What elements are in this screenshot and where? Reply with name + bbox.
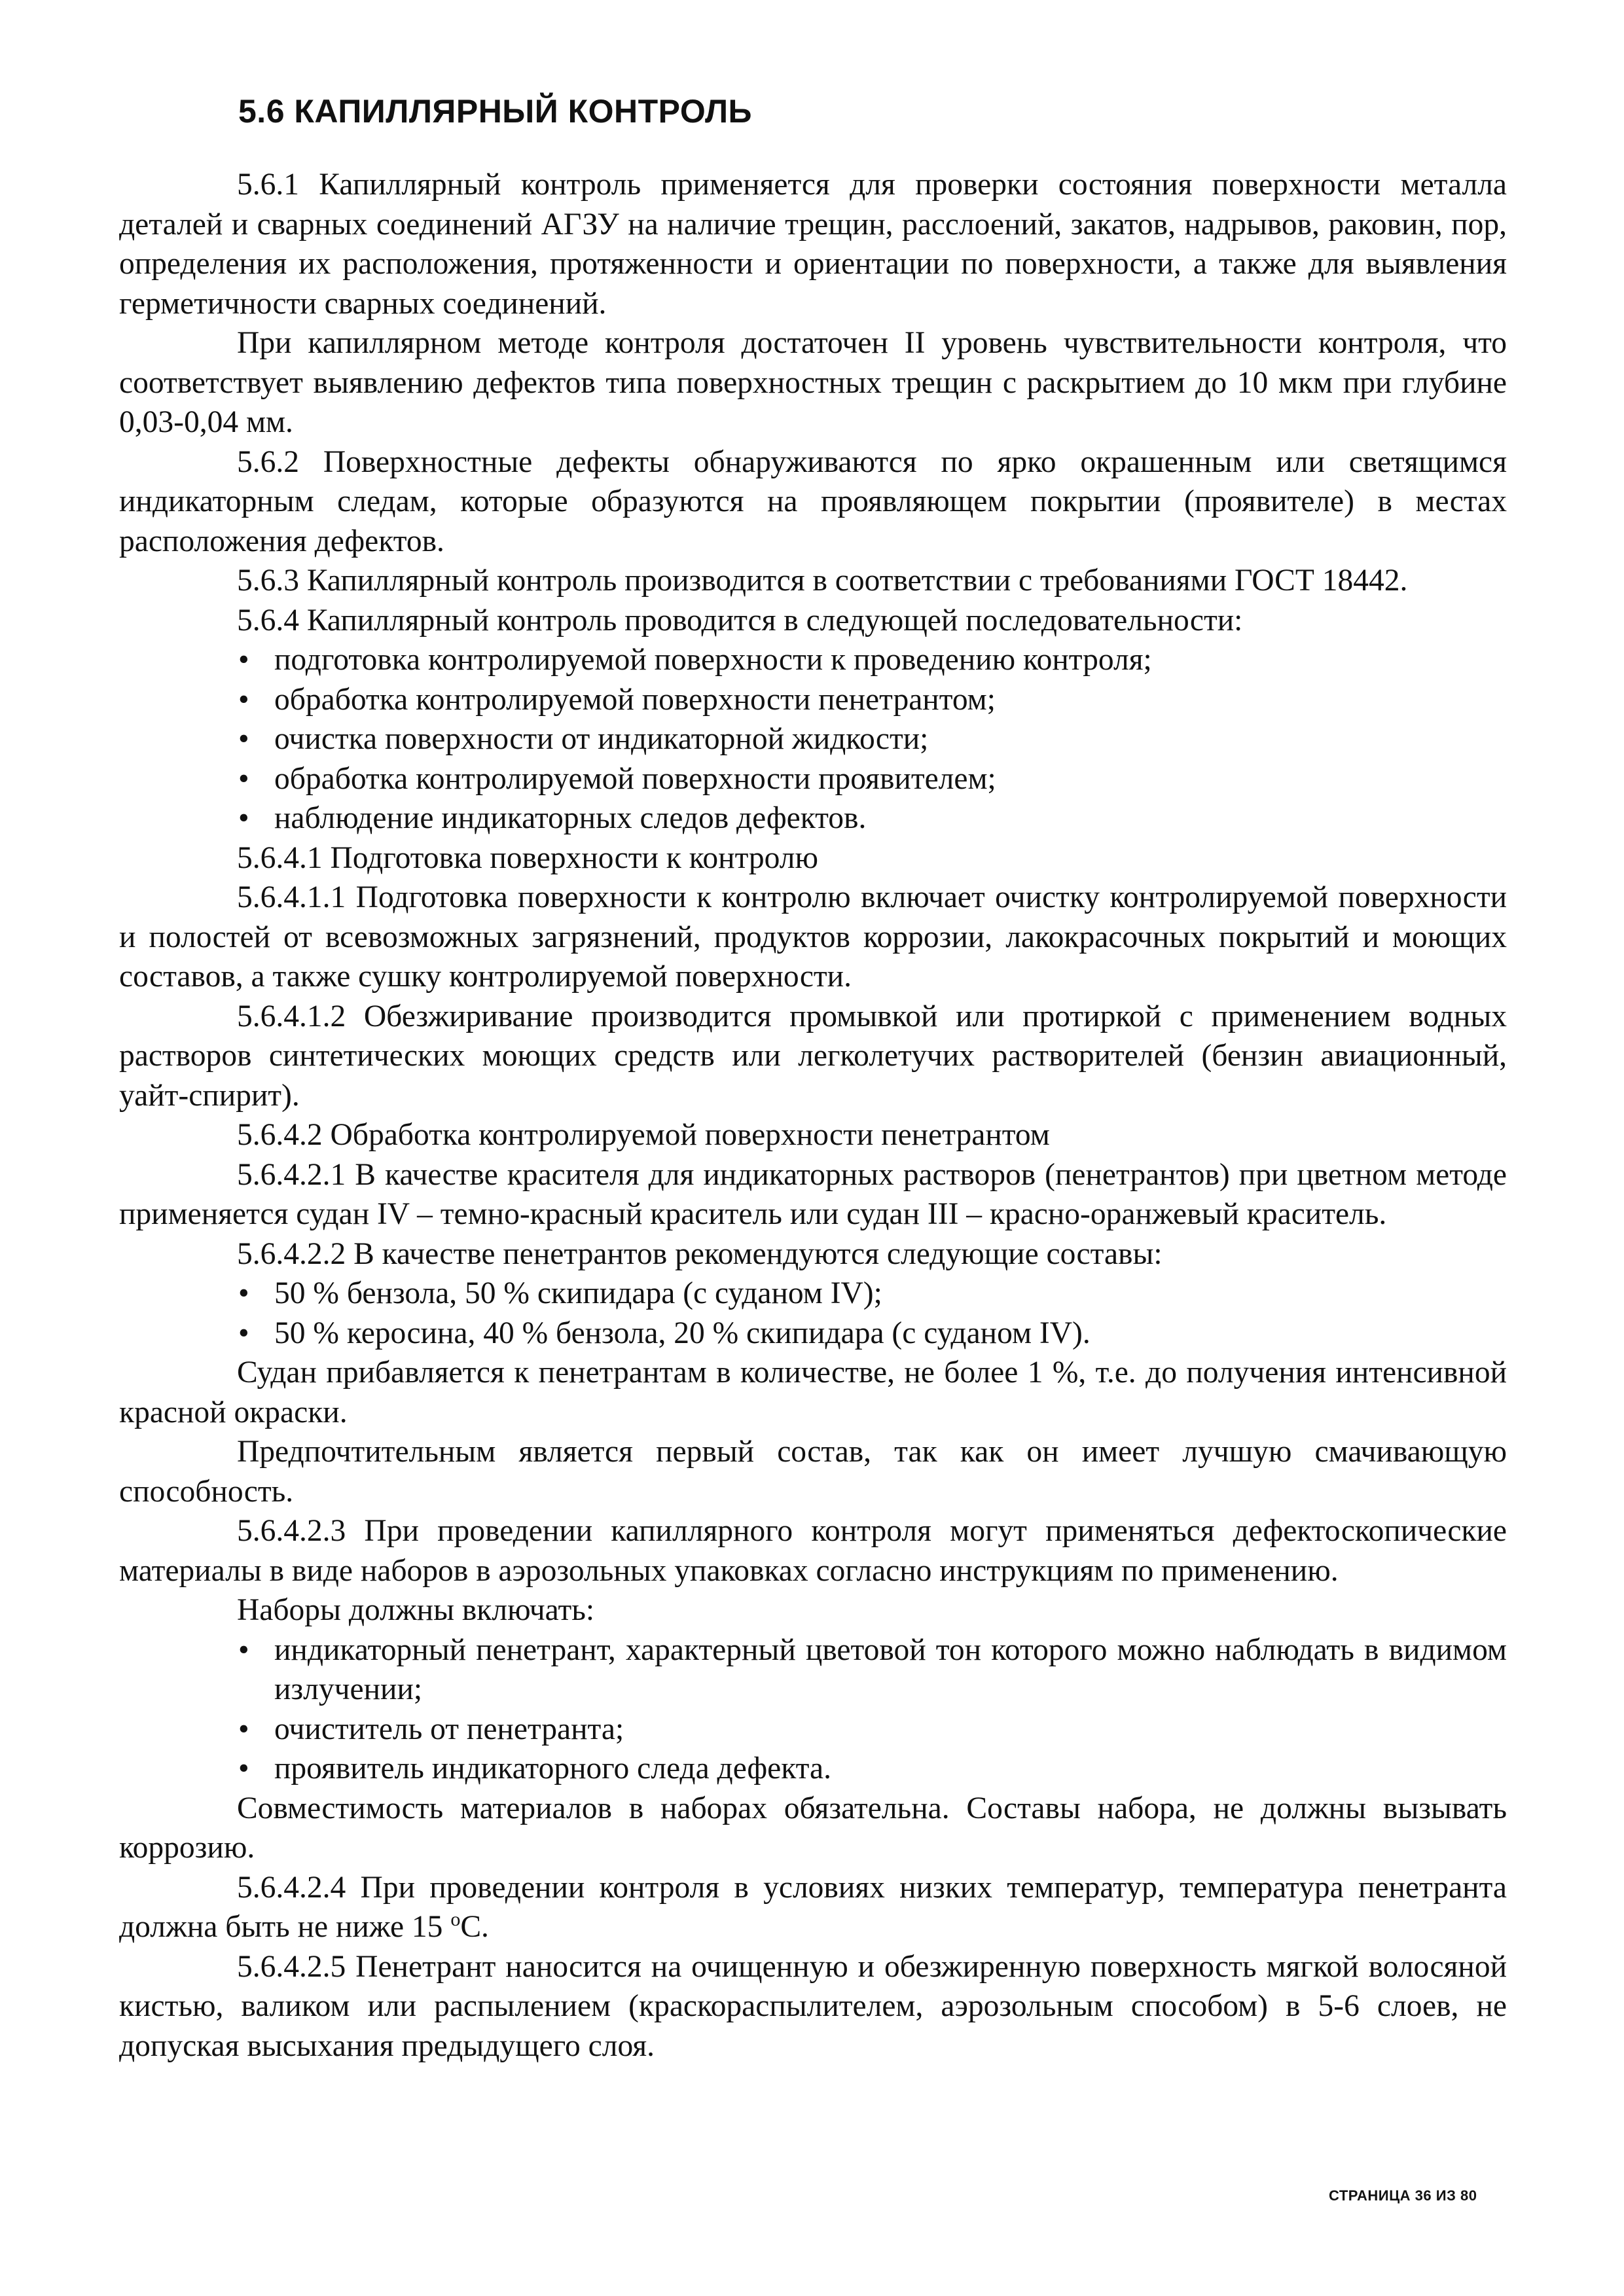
list-item: • обработка контролируемой поверхности проявителем; xyxy=(119,759,1507,799)
celsius-unit: С. xyxy=(460,1910,489,1944)
document-body xyxy=(119,165,1507,2066)
paragraph-5-6-4-2-4-text: 5.6.4.2.4 При проведении контроля в условиях низких температур, температура пенетранта должна быть не ниже 15 xyxy=(119,1870,1507,1944)
paragraph-5-6-3: 5.6.3 Капиллярный контроль производится в соответствии с требованиями ГОСТ 18442. xyxy=(237,564,1408,598)
list-item: • обработка контролируемой поверхности пенетрантом; xyxy=(119,680,1507,720)
list-item: • подготовка контролируемой поверхности к проведению контроля; xyxy=(119,640,1507,680)
paragraph-sensitivity: При капиллярном методе контроля достаточен II уровень чувствительности контроля, что соответствует выявлению дефектов типа поверхностных трещин с раскрытием до 10 мкм при глубине 0,03-0,04 мм. xyxy=(119,326,1507,439)
page-number: СТРАНИЦА 36 ИЗ 80 xyxy=(1329,2187,1477,2204)
paragraph-5-6-4-2: 5.6.4.2 Обработка контролируемой поверхности пенетрантом xyxy=(237,1118,1050,1152)
paragraph-5-6-4-2-5: 5.6.4.2.5 Пенетрант наносится на очищенную и обезжиренную поверхность мягкой волосяной кистью, валиком или распылением (краскораспылителем, аэрозольным способом) в 5-6 слоев, не допуская высыхания предыдущего слоя. xyxy=(119,1949,1507,2063)
document-page xyxy=(119,85,1507,2066)
paragraph-5-6-4-2-4 xyxy=(119,1868,1507,1947)
paragraph-5-6-2: 5.6.2 Поверхностные дефекты обнаруживаются по ярко окрашенным или светящимся индикаторным следам, которые образуются на проявляющем покрытии (проявителе) в местах расположения дефектов. xyxy=(119,444,1507,558)
paragraph-preferable: Предпочтительным является первый состав, так как он имеет лучшую смачивающую способность. xyxy=(119,1435,1507,1509)
list-item: • индикаторный пенетрант, характерный цветовой тон которого можно наблюдать в видимом излучении; xyxy=(119,1630,1507,1710)
paragraph-sudan: Судан прибавляется к пенетрантам в количестве, не более 1 %, т.е. до получения интенсивной красной окраски. xyxy=(119,1355,1507,1429)
list-item: • очиститель от пенетранта; xyxy=(119,1710,1507,1749)
list-item: • наблюдение индикаторных следов дефектов. xyxy=(119,798,1507,838)
list-item: • 50 % бензола, 50 % скипидара (с суданом IV); xyxy=(119,1274,1507,1314)
list-item: • очистка поверхности от индикаторной жидкости; xyxy=(119,719,1507,759)
paragraph-5-6-4-1: 5.6.4.1 Подготовка поверхности к контролю xyxy=(237,840,818,875)
section-title: 5.6 КАПИЛЛЯРНЫЙ КОНТРОЛЬ xyxy=(238,93,752,130)
paragraph-5-6-4-2-3: 5.6.4.2.3 При проведении капиллярного контроля могут применяться дефектоскопические материалы в виде наборов в аэрозольных упаковках согласно инструкциям по применению. xyxy=(119,1514,1507,1588)
paragraph-5-6-4-2-1: 5.6.4.2.1 В качестве красителя для индикаторных растворов (пенетрантов) при цветном методе применяется судан IV – темно-красный краситель или судан III – красно-оранжевый краситель. xyxy=(119,1157,1507,1231)
paragraph-5-6-4-1-2: 5.6.4.1.2 Обезжиривание производится промывкой или протиркой с применением водных растворов синтетических моющих средств или легколетучих растворителей (бензин авиационный, уайт-спирит). xyxy=(119,999,1507,1113)
paragraph-5-6-1: 5.6.1 Капиллярный контроль применяется для проверки состояния поверхности металла деталей и сварных соединений АГЗУ на наличие трещин, расслоений, закатов, надрывов, раковин, пор, определения их расположения, протяженности и ориентации по поверхности, а также для выявления герметичности сварных соединений. xyxy=(119,168,1507,321)
paragraph-5-6-4-1-1: 5.6.4.1.1 Подготовка поверхности к контролю включает очистку контролируемой поверхности и полостей от всевозможных загрязнений, продуктов коррозии, лакокрасочных покрытий и моющих составов, а также сушку контролируемой поверхности. xyxy=(119,880,1507,994)
degree-sign: o xyxy=(450,1909,461,1931)
list-item: • проявитель индикаторного следа дефекта. xyxy=(119,1749,1507,1789)
paragraph-kits: Наборы должны включать: xyxy=(237,1593,595,1627)
paragraph-5-6-4: 5.6.4 Капиллярный контроль проводится в следующей последовательности: xyxy=(237,603,1243,637)
paragraph-compatibility: Совместимость материалов в наборах обязательна. Составы набора, не должны вызывать коррозию. xyxy=(119,1791,1507,1865)
paragraph-5-6-4-2-2: 5.6.4.2.2 В качестве пенетрантов рекомендуются следующие составы: xyxy=(237,1236,1163,1271)
list-item: • 50 % керосина, 40 % бензола, 20 % скипидара (с суданом IV). xyxy=(119,1314,1507,1354)
